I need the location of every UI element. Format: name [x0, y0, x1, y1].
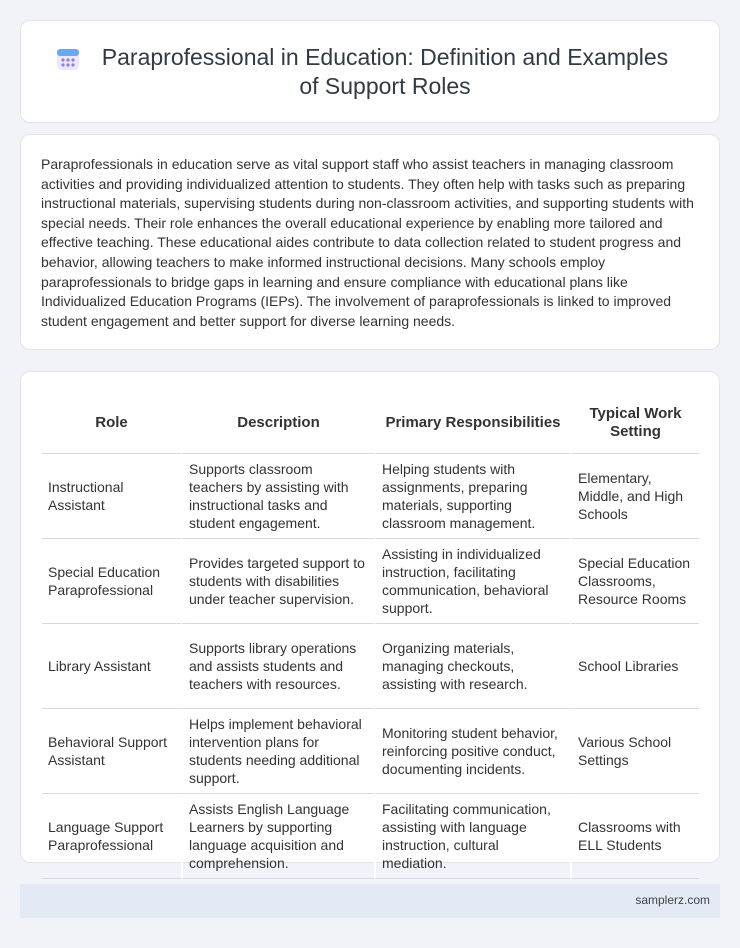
header-description: Description: [181, 393, 374, 454]
cell-responsibilities: Helping students with assignments, preparing materials, supporting classroom management.: [374, 454, 570, 539]
cell-responsibilities: Assisting in individualized instruction, facilitating communication, behavioral support.: [374, 539, 570, 624]
table-header-row: [42, 393, 699, 454]
cell-work-setting: Special Education Classrooms, Resource Rooms: [570, 539, 699, 624]
footer-site-link[interactable]: samplerz.com: [635, 893, 710, 907]
cell-description: Helps implement behavioral intervention plans for students needing additional support.: [181, 709, 374, 794]
title-card: [20, 20, 720, 123]
cell-description: Assists English Language Learners by supporting language acquisition and comprehension.: [181, 794, 374, 879]
roles-table: [42, 393, 699, 879]
cell-work-setting: Classrooms with ELL Students: [570, 794, 699, 879]
footer-bar: [20, 884, 720, 918]
table-row: [42, 454, 699, 539]
cell-work-setting: School Libraries: [570, 624, 699, 709]
cell-description: Supports classroom teachers by assisting with instructional tasks and student engagement.: [181, 454, 374, 539]
cell-work-setting: Elementary, Middle, and High Schools: [570, 454, 699, 539]
cell-responsibilities: Organizing materials, managing checkouts, assisting with research.: [374, 624, 570, 709]
cell-role: Language Support Paraprofessional: [42, 794, 181, 879]
intro-card: [20, 134, 720, 350]
cell-role: Behavioral Support Assistant: [42, 709, 181, 794]
cell-role: Instructional Assistant: [42, 454, 181, 539]
cell-responsibilities: Monitoring student behavior, reinforcing positive conduct, documenting incidents.: [374, 709, 570, 794]
cell-description: Provides targeted support to students with disabilities under teacher supervision.: [181, 539, 374, 624]
table-row: [42, 709, 699, 794]
intro-paragraph: Paraprofessionals in education serve as vital support staff who assist teachers in managing classroom activities and providing individualized attention to students. They often help with tasks such as preparing instructional materials, supervising students during non-classroom activities, and supporting students with special needs. Their role enhances the overall educational experience by enabling more tailored and effective teaching. These educational aides contribute to data collection related to student progress and behavior, allowing teachers to make informed instructional decisions. Many schools employ paraprofessionals to bridge gaps in learning and ensure compliance with educational plans like Individualized Education Programs (IEPs). The involvement of paraprofessionals is linked to improved student engagement and better support for diverse learning needs.: [41, 156, 694, 329]
cell-responsibilities: Facilitating communication, assisting with language instruction, cultural mediation.: [374, 794, 570, 879]
cell-work-setting: Various School Settings: [570, 709, 699, 794]
table-card: [20, 371, 720, 871]
cell-role: Special Education Paraprofessional: [42, 539, 181, 624]
header-responsibilities: Primary Responsibilities: [374, 393, 570, 454]
header-work-setting: Typical Work Setting: [570, 393, 699, 454]
cell-role: Library Assistant: [42, 624, 181, 709]
table-row: [42, 624, 699, 709]
page-title: Paraprofessional in Education: Definition and Examples of Support Roles: [101, 43, 669, 99]
table-row: [42, 539, 699, 624]
header-role: Role: [42, 393, 181, 454]
cell-description: Supports library operations and assists students and teachers with resources.: [181, 624, 374, 709]
table-row: [42, 794, 699, 879]
